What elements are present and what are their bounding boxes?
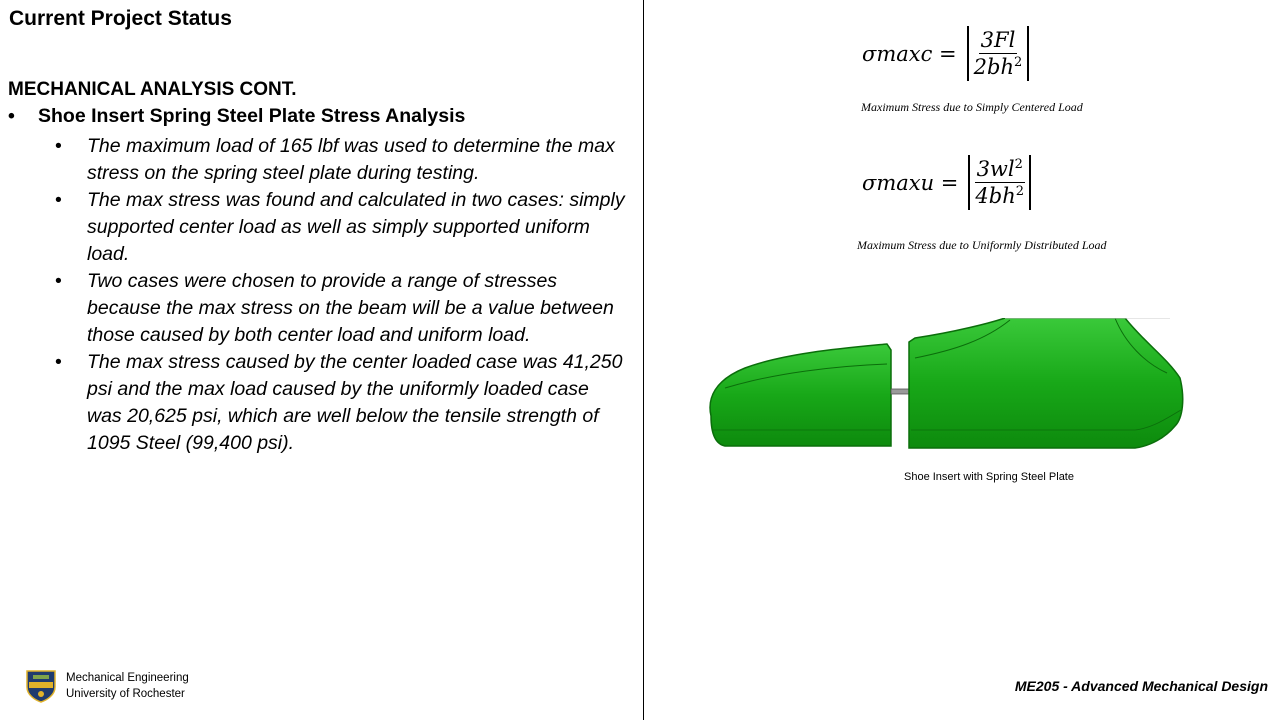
footer-department xyxy=(66,670,189,702)
equation-lhs: σmaxu = xyxy=(862,170,959,195)
bullet-dot: • xyxy=(8,105,15,127)
equation-numerator: $3wl^2$ xyxy=(976,157,1023,181)
equation-fraction xyxy=(968,155,1031,210)
sub-bullet-list xyxy=(55,133,625,457)
vertical-divider xyxy=(643,0,644,720)
equation-denominator: $4bh^2$ xyxy=(975,184,1025,208)
list-item: • The max stress was found and calculated in two cases: simply supported center load as well as simply supported uniform load. xyxy=(55,187,625,268)
slide-title: Current Project Status xyxy=(9,7,232,30)
main-bullet-text: Shoe Insert Spring Steel Plate Stress Analysis xyxy=(38,105,466,127)
equation-denominator: $2bh^2$ xyxy=(973,55,1023,79)
equation-uniform-load xyxy=(862,155,1031,210)
figure-caption: Shoe Insert with Spring Steel Plate xyxy=(904,471,1074,483)
equation-fraction xyxy=(967,26,1030,81)
list-item: • Two cases were chosen to provide a range of stresses because the max stress on the beam will be a value between those caused by both center load and uniform load. xyxy=(55,268,625,349)
equation-numerator: 3Fl xyxy=(980,28,1016,52)
footer-dept-line1: Mechanical Engineering xyxy=(66,672,189,684)
list-item-text: The max stress caused by the center loaded case was 41,250 psi and the max load caused by the uniformly loaded case was 20,625 psi, which are well below the tensile strength of 1095 Steel (99,400 psi). xyxy=(87,351,623,454)
equation-center-load xyxy=(862,26,1029,81)
section-heading: MECHANICAL ANALYSIS CONT. xyxy=(8,79,297,100)
list-item: • The maximum load of 165 lbf was used to determine the max stress on the spring steel plate during testing. xyxy=(55,133,625,187)
list-item-text: The maximum load of 165 lbf was used to determine the max stress on the spring steel plate during testing. xyxy=(87,135,615,184)
equation-center-caption: Maximum Stress due to Simply Centered Load xyxy=(861,100,1083,114)
main-bullet xyxy=(8,105,465,128)
footer-dept-line2: University of Rochester xyxy=(66,688,185,700)
shoe-insert-image xyxy=(705,318,1185,458)
equation-lhs: σmaxc = xyxy=(862,41,957,66)
list-item-text: Two cases were chosen to provide a range of stresses because the max stress on the beam will be a value between those caused by both center load and uniform load. xyxy=(87,270,614,346)
list-item: • The max stress caused by the center loaded case was 41,250 psi and the max load caused by the uniformly loaded case was 20,625 psi, which are well below the tensile strength of 1095 Steel (99,400 psi). xyxy=(55,349,625,457)
list-item-text: The max stress was found and calculated in two cases: simply supported center load as well as simply supported uniform load. xyxy=(87,189,625,265)
university-logo xyxy=(25,669,57,703)
equation-uniform-caption: Maximum Stress due to Uniformly Distributed Load xyxy=(857,238,1107,252)
footer-course: ME205 - Advanced Mechanical Design xyxy=(1014,678,1268,694)
